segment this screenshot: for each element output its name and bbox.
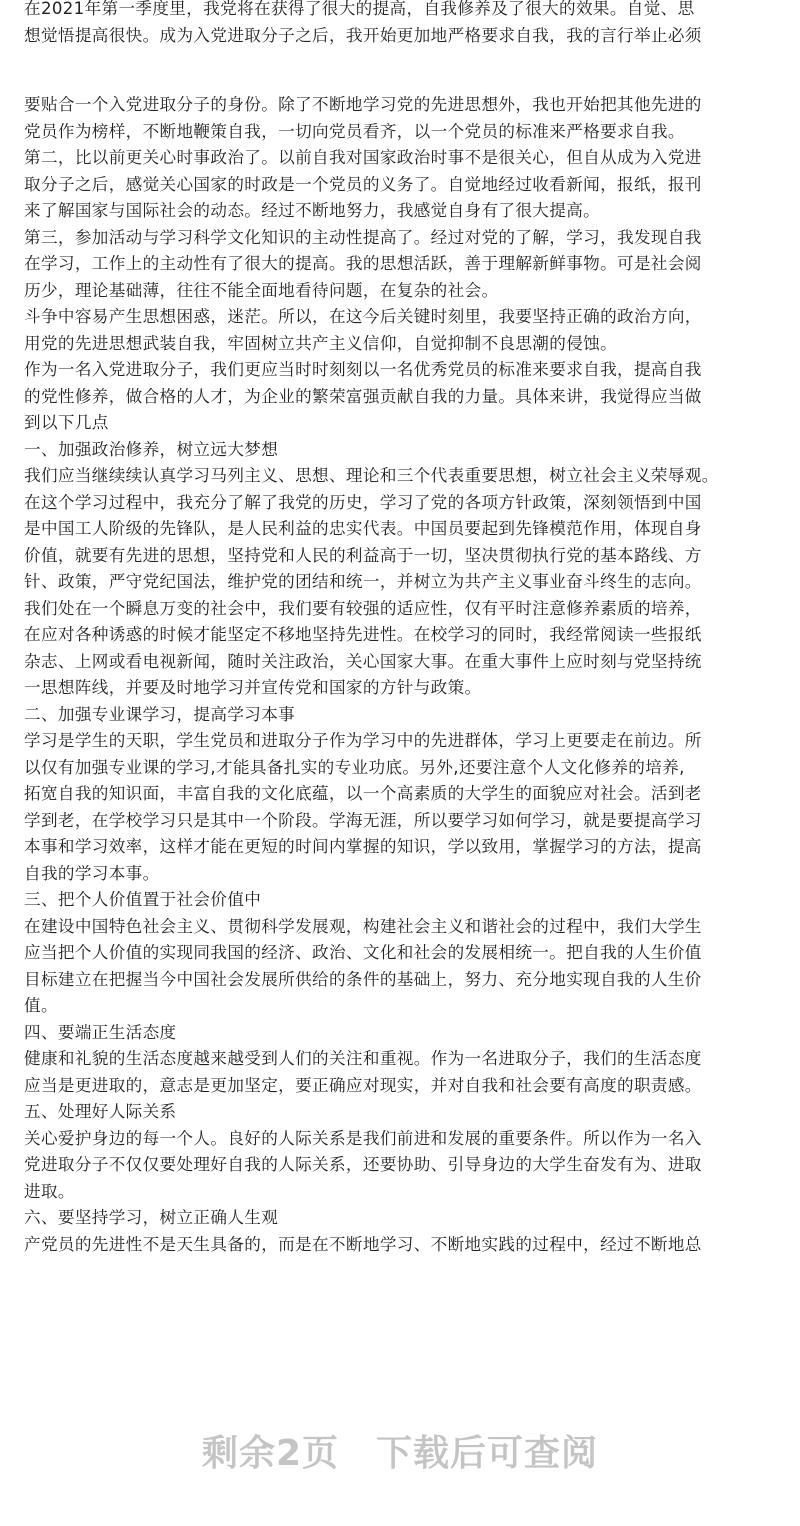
text-line: 六、要坚持学习，树立正确人生观 <box>24 1208 279 1227</box>
text-line: 第二，比以前更关心时事政治了。以前自我对国家政治时事不是很关心，但自从成为入党进 <box>24 148 702 167</box>
text-line: 的党性修养，做合格的人才，为企业的繁荣富强贡献自我的力量。具体来讲，我觉得应当做 <box>24 386 702 406</box>
text-line: 一、加强政治修养，树立远大梦想 <box>24 439 279 459</box>
text-line: 在应对各种诱惑的时候才能坚定不移地坚持先进性。在校学习的同时，我经常阅读一些报纸 <box>24 625 702 644</box>
top-text-fragment <box>24 0 780 49</box>
text-line: 五、处理好人际关系 <box>24 1102 177 1121</box>
text-line: 价值，就要有先进的思想，坚持党和人民的利益高于一切，坚决贯彻执行党的基本路线、方 <box>24 545 702 565</box>
text-line: 杂志、上网或看电视新闻，随时关注政治，关心国家大事。在重大事件上应时刻与党坚持统 <box>24 651 702 671</box>
text-line: 党员作为榜样，不断地鞭策自我，一切向党员看齐，以一个党员的标准来严格要求自我。 <box>24 121 685 141</box>
text-line: 想觉悟提高很快。成为入党进取分子之后，我开始更加地严格要求自我，我的言行举止必须 <box>24 25 702 45</box>
remaining-pages-label[interactable]: 剩余2页 下载后可查阅 <box>201 1432 599 1474</box>
text-line: 作为一名入党进取分子，我们更应当时时刻刻以一名优秀党员的标准来要求自我，提高自我 <box>24 360 702 379</box>
text-line: 是中国工人阶级的先锋队，是人民利益的忠实代表。中国员要起到先锋模范作用，体现自身 <box>24 519 702 538</box>
text-line: 针、政策，严守党纪国法，维护党的团结和统一，并树立为共产主义事业奋斗终生的志向。 <box>24 572 702 591</box>
text-line: 健康和礼貌的生活态度越来越受到人们的关注和重视。作为一名进取分子，我们的生活态度 <box>24 1049 702 1068</box>
text-line: 关心爱护身边的每一个人。良好的人际关系是我们前进和发展的重要条件。所以作为一名入 <box>24 1128 702 1148</box>
text-line: 一思想阵线，并要及时地学习并宣传党和国家的方针与政策。 <box>24 678 482 697</box>
text-line: 取分子之后，感觉关心国家的时政是一个党员的义务了。自觉地经过收看新闻，报纸，报刊 <box>24 174 702 194</box>
text-line: 第三，参加活动与学习科学文化知识的主动性提高了。经过对党的了解，学习，我发现自我 <box>24 227 702 247</box>
text-line: 我们处在一个瞬息万变的社会中，我们要有较强的适应性，仅有平时注意修养素质的培养， <box>24 598 702 618</box>
text-line: 目标建立在把握当今中国社会发展所供给的条件的基础上，努力、充分地实现自我的人生价 <box>24 969 702 989</box>
text-line: 值。 <box>24 996 58 1015</box>
text-line: 在这个学习过程中，我充分了解了我党的历史，学习了党的各项方针政策，深刻领悟到中国 <box>24 492 702 512</box>
text-line: 进取。 <box>24 1181 75 1201</box>
text-line: 应当是更进取的，意志是更加坚定，要正确应对现实，并对自我和社会要有高度的职责感。 <box>24 1075 702 1095</box>
text-line: 在学习，工作上的主动性有了很大的提高。我的思想活跃，善于理解新鲜事物。可是社会阅 <box>24 254 702 273</box>
text-line: 历少，理论基础薄，往往不能全面地看待问题，在复杂的社会。 <box>24 280 499 300</box>
text-line: 党进取分子不仅仅要处理好自我的人际关系，还要协助、引导身边的大学生奋发有为、进取 <box>24 1155 702 1174</box>
text-line: 自我的学习本事。 <box>24 863 160 883</box>
text-line: 在2021年第一季度里，我党将在获得了很大的提高，自我修养及了很大的效果。自觉、思 <box>24 0 695 18</box>
text-line: 本事和学习效率，这样才能在更短的时间内掌握的知识，学以致用，掌握学习的方法，提高 <box>24 837 702 856</box>
text-line: 到以下几点 <box>24 413 109 432</box>
text-line: 在建设中国特色社会主义、贯彻科学发展观，构建社会主义和谐社会的过程中，我们大学生 <box>24 916 702 936</box>
text-line: 应当把个人价值的实现同我国的经济、政治、文化和社会的发展相统一。把自我的人生价值 <box>24 943 702 962</box>
text-line: 要贴合一个入党进取分子的身份。除了不断地学习党的先进思想外，我也开始把其他先进的 <box>24 95 702 114</box>
text-line: 四、要端正生活态度 <box>24 1022 177 1042</box>
text-line: 用党的先进思想武装自我，牢固树立共产主义信仰，自觉抑制不良思潮的侵蚀。 <box>24 333 618 353</box>
download-prompt[interactable] <box>0 1410 800 1490</box>
document-body <box>24 92 780 1258</box>
text-line: 学习是学生的天职，学生党员和进取分子作为学习中的先进群体，学习上更要走在前边。所 <box>24 731 702 750</box>
text-line: 二、加强专业课学习，提高学习本事 <box>24 704 296 724</box>
text-line: 拓宽自我的知识面，丰富自我的文化底蕴，以一个高素质的大学生的面貌应对社会。活到老 <box>24 784 702 803</box>
text-line: 斗争中容易产生思想困惑，迷茫。所以，在这今后关键时刻里，我要坚持正确的政治方向， <box>24 307 702 326</box>
text-line: 来了解国家与国际社会的动态。经过不断地努力，我感觉自身有了很大提高。 <box>24 201 601 220</box>
text-line: 产党员的先进性不是天生具备的，而是在不断地学习、不断地实践的过程中，经过不断地总 <box>24 1234 702 1254</box>
text-line: 以仅有加强专业课的学习,才能具备扎实的专业功底。另外,还要注意个人文化修养的培养, <box>24 757 685 777</box>
text-line: 学到老，在学校学习只是其中一个阶段。学海无涯，所以要学习如何学习，就是要提高学习 <box>24 810 702 830</box>
text-line: 我们应当继续续认真学习马列主义、思想、理论和三个代表重要思想，树立社会主义荣辱观。 <box>24 466 719 485</box>
text-line: 三、把个人价值置于社会价值中 <box>24 890 262 909</box>
